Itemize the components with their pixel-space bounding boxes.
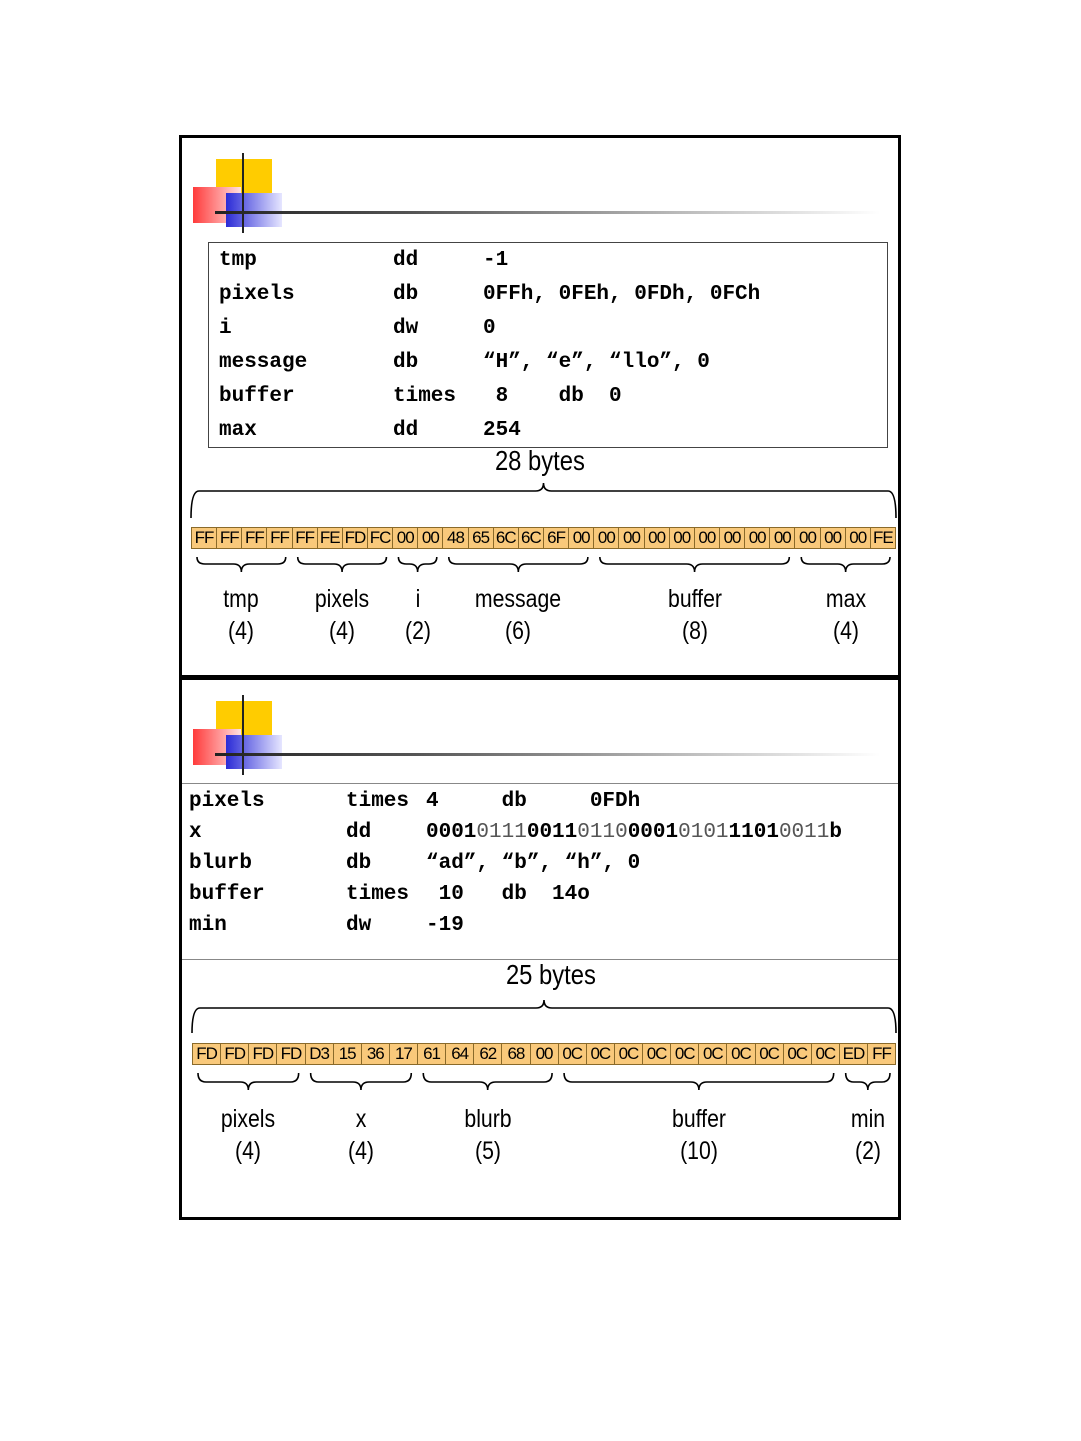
segment-brace-message [449, 557, 588, 572]
code-label-min: min [189, 914, 227, 937]
segment-brace-blurb [423, 1073, 552, 1090]
segment-brace-buffer [564, 1073, 834, 1090]
segment-brace-buffer [600, 557, 789, 572]
code-value: 0FFh, 0FEh, 0FDh, 0FCh [483, 283, 761, 306]
code-label-buffer: buffer [219, 385, 295, 408]
code-label-blurb: blurb [189, 852, 253, 875]
byte-cell: FE [318, 527, 343, 549]
segment-size: (4) [228, 617, 255, 645]
segment-brace-min [846, 1073, 890, 1090]
byte-cell: 00 [531, 1043, 559, 1065]
byte-cell: 0C [727, 1043, 755, 1065]
byte-cell: 00 [695, 527, 720, 549]
code-value: 10 db 14o [426, 883, 590, 906]
binary-digit-group: 0001 [426, 821, 477, 844]
binary-digit-group: 0011 [778, 821, 830, 844]
byte-cell: FD [249, 1043, 277, 1065]
code-directive: dd [393, 249, 419, 272]
byte-cell: FF [217, 527, 242, 549]
byte-cell: FC [368, 527, 393, 549]
byte-cell: 0C [643, 1043, 671, 1065]
code-value: -19 [426, 914, 464, 937]
binary-digit-group: b [829, 821, 842, 844]
segment-size: (6) [505, 617, 532, 645]
code-directive: dw [393, 317, 419, 340]
byte-cell: ED [840, 1043, 868, 1065]
binary-digit-group: 0011 [526, 821, 578, 844]
binary-digit-group: 1101 [728, 821, 779, 844]
segment-name: buffer [671, 1105, 726, 1133]
code-directive: dd [393, 419, 419, 442]
segment-size: (5) [474, 1137, 501, 1165]
segment-brace-x [311, 1073, 412, 1090]
segment-label-blurb [437, 1103, 539, 1167]
byte-cell: FD [277, 1043, 305, 1065]
byte-cell: 0C [587, 1043, 615, 1065]
byte-cell: FD [192, 1043, 221, 1065]
code-value: 4 db 0FDh [426, 790, 641, 813]
segment-label-min [817, 1103, 919, 1167]
total-bytes-label: 25 bytes [505, 959, 596, 990]
byte-cell: 0C [699, 1043, 727, 1065]
byte-cell: 62 [474, 1043, 502, 1065]
byte-cell: 00 [745, 527, 770, 549]
byte-cell: 00 [720, 527, 745, 549]
segment-brace-i [398, 557, 436, 572]
segment-label-message [467, 583, 569, 647]
segment-size: (4) [347, 1137, 374, 1165]
byte-cell: 00 [569, 527, 594, 549]
byte-cell: 0C [559, 1043, 587, 1065]
byte-cell: 0C [671, 1043, 699, 1065]
byte-cell: FF [868, 1043, 896, 1065]
byte-cell: 36 [362, 1043, 390, 1065]
byte-cell: 17 [390, 1043, 418, 1065]
code-value: 0 [483, 317, 496, 340]
byte-cell: FD [221, 1043, 249, 1065]
segment-label-buffer [648, 1103, 750, 1167]
code-directive: db [393, 283, 419, 306]
binary-digit-group: 0001 [627, 821, 679, 844]
segment-size: (2) [854, 1137, 881, 1165]
code-directive: db [346, 852, 372, 875]
byte-cell: 68 [502, 1043, 530, 1065]
segment-label-max [795, 583, 897, 647]
byte-cell: 0C [615, 1043, 643, 1065]
byte-cell: 65 [469, 527, 494, 549]
code-label-tmp: tmp [219, 249, 257, 272]
code-directive: times [346, 790, 410, 813]
byte-cell: 0C [784, 1043, 812, 1065]
byte-cell: 15 [334, 1043, 362, 1065]
code-directive: dd [346, 821, 372, 844]
byte-cell: 00 [645, 527, 670, 549]
segment-label-pixels [197, 1103, 299, 1167]
segment-size: (2) [404, 617, 431, 645]
code-label-pixels: pixels [189, 790, 265, 813]
segment-name: i [415, 585, 420, 613]
binary-digit-group: 0111 [476, 821, 527, 844]
segment-name: message [475, 585, 562, 613]
code-label-max: max [219, 419, 257, 442]
byte-cell: 64 [446, 1043, 474, 1065]
byte-cell: 00 [821, 527, 846, 549]
segment-size: (10) [679, 1137, 718, 1165]
total-bytes-label: 28 bytes [494, 445, 585, 476]
code-value: “ad”, “b”, “h”, 0 [426, 852, 641, 875]
byte-cell: 48 [443, 527, 468, 549]
code-directive: times [346, 883, 410, 906]
segment-name: x [355, 1105, 367, 1133]
byte-cell: 00 [670, 527, 695, 549]
byte-cell: 0C [812, 1043, 840, 1065]
code-directive: dw [346, 914, 372, 937]
segment-brace-tmp [197, 557, 286, 572]
segment-label-x [310, 1103, 412, 1167]
segment-name: pixels [221, 1105, 276, 1133]
byte-cell: FF [191, 527, 217, 549]
code-label-x: x [189, 821, 202, 844]
byte-cell: D3 [306, 1043, 334, 1065]
byte-cell: 00 [418, 527, 443, 549]
byte-cell: 61 [418, 1043, 446, 1065]
segment-size: (8) [681, 617, 708, 645]
segment-name: blurb [464, 1105, 512, 1133]
segment-name: tmp [223, 585, 260, 613]
code-label-i: i [219, 317, 232, 340]
binary-digit-group: 0101 [678, 821, 729, 844]
segment-label-i [367, 583, 469, 647]
code-directive: times [393, 385, 457, 408]
byte-cell: 6C [494, 527, 519, 549]
segment-size: (4) [329, 617, 356, 645]
code-value: 8 db 0 [483, 385, 622, 408]
code-directive: db [393, 351, 419, 374]
byte-cell: 00 [846, 527, 871, 549]
byte-cell: 00 [594, 527, 619, 549]
byte-cell: 6F [544, 527, 569, 549]
segment-brace-pixels [298, 557, 387, 572]
segment-label-tmp [190, 583, 292, 647]
code-value: -1 [483, 249, 509, 272]
byte-cell: 00 [770, 527, 795, 549]
code-label-message: message [219, 351, 308, 374]
byte-cell: FF [267, 527, 292, 549]
code-label-buffer: buffer [189, 883, 265, 906]
byte-cell: 0C [756, 1043, 784, 1065]
segment-name: max [825, 585, 866, 613]
segment-size: (4) [832, 617, 859, 645]
byte-cell: 00 [795, 527, 820, 549]
code-value: “H”, “e”, “llo”, 0 [483, 351, 710, 374]
byte-cell: 00 [393, 527, 418, 549]
slide-1 [179, 135, 901, 678]
segment-brace-pixels [198, 1073, 299, 1090]
code-value: 254 [483, 419, 521, 442]
segment-name: min [850, 1105, 885, 1133]
binary-digit-group: 0110 [577, 821, 628, 844]
byte-cell: FE [871, 527, 896, 549]
segment-size: (4) [235, 1137, 262, 1165]
slide-2 [179, 677, 901, 1220]
byte-cell: 6C [519, 527, 544, 549]
segment-name: buffer [667, 585, 722, 613]
byte-cell: FF [293, 527, 318, 549]
code-label-pixels: pixels [219, 283, 295, 306]
segment-name: pixels [314, 585, 370, 613]
segment-brace-max [801, 557, 890, 572]
byte-cell: FD [343, 527, 368, 549]
segment-label-buffer [644, 583, 746, 647]
byte-cell: FF [242, 527, 267, 549]
byte-cell: 00 [619, 527, 644, 549]
